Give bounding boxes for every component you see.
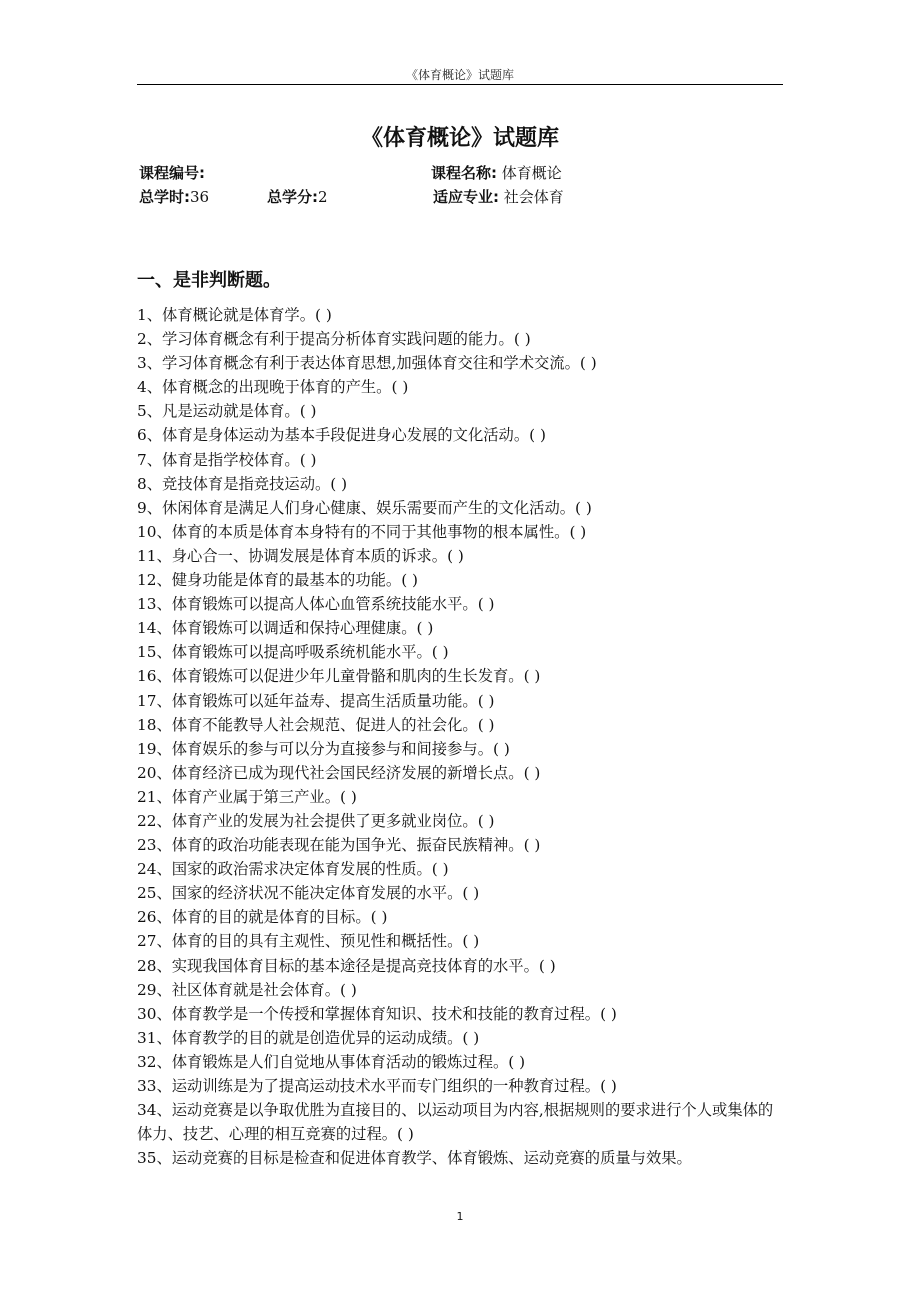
question-item: 11、身心合一、协调发展是体育本质的诉求。( ) <box>137 546 464 565</box>
question-item: 28、实现我国体育目标的基本途径是提高竞技体育的水平。( ) <box>137 956 556 975</box>
question-item: 23、体育的政治功能表现在能为国争光、振奋民族精神。( ) <box>137 836 541 855</box>
question-item: 9、休闲体育是满足人们身心健康、娱乐需要而产生的文化活动。( ) <box>137 498 592 517</box>
question-item: 25、国家的经济状况不能决定体育发展的水平。( ) <box>137 884 480 903</box>
question-item: 18、体育不能教导人社会规范、促进人的社会化。( ) <box>137 715 495 734</box>
header-rule <box>137 84 783 85</box>
question-item: 16、体育锻炼可以促进少年儿童骨骼和肌肉的生长发育。( ) <box>137 667 541 686</box>
question-item: 4、体育概念的出现晚于体育的产生。( ) <box>137 378 409 397</box>
question-item: 6、体育是身体运动为基本手段促进身心发展的文化活动。( ) <box>137 426 546 445</box>
question-item: 17、体育锻炼可以延年益寿、提高生活质量功能。( ) <box>137 691 495 710</box>
course-name-label: 课程名称: <box>431 164 497 182</box>
question-item: 5、凡是运动就是体育。( ) <box>137 402 317 421</box>
question-item: 13、体育锻炼可以提高人体心血管系统技能水平。( ) <box>137 595 495 614</box>
question-item: 3、学习体育概念有利于表达体育思想,加强体育交往和学术交流。( ) <box>137 354 597 373</box>
question-item: 20、体育经济已成为现代社会国民经济发展的新增长点。( ) <box>137 763 541 782</box>
question-item: 32、体育锻炼是人们自觉地从事体育活动的锻炼过程。( ) <box>137 1052 526 1071</box>
total-credits-value: 2 <box>318 188 328 206</box>
question-item: 34、运动竞赛是以争取优胜为直接目的、以运动项目为内容,根据规则的要求进行个人或集体的体力、技艺、心理的相互竞赛的过程。( ) <box>137 1101 774 1144</box>
question-item: 8、竞技体育是指竞技运动。( ) <box>137 474 348 493</box>
question-item: 33、运动训练是为了提高运动技术水平而专门组织的一种教育过程。( ) <box>137 1077 617 1095</box>
question-item: 26、体育的目的就是体育的目标。( ) <box>137 908 388 927</box>
question-item: 29、社区体育就是社会体育。( ) <box>137 980 357 999</box>
question-item: 24、国家的政治需求决定体育发展的性质。( ) <box>137 860 449 879</box>
question-item: 1、体育概论就是体育学。( ) <box>137 306 332 324</box>
question-item: 19、体育娱乐的参与可以分为直接参与和间接参与。( ) <box>137 739 510 758</box>
course-code <box>139 162 205 183</box>
question-item: 10、体育的本质是体育本身特有的不同于其他事物的根本属性。( ) <box>137 522 587 541</box>
question-item: 35、运动竞赛的目标是检查和促进体育教学、体育锻炼、运动竞赛的质量与效果。 <box>137 1149 692 1168</box>
total-hours-value: 36 <box>190 188 210 206</box>
question-item: 22、体育产业的发展为社会提供了更多就业岗位。( ) <box>137 811 495 830</box>
page-number: 1 <box>456 1210 464 1223</box>
question-item: 14、体育锻炼可以调适和保持心理健康。( ) <box>137 619 434 638</box>
course-code-label: 课程编号: <box>139 164 205 182</box>
question-item: 7、体育是指学校体育。( ) <box>137 450 317 469</box>
page-title: 《体育概论》试题库 <box>360 126 559 151</box>
question-item: 21、体育产业属于第三产业。( ) <box>137 787 357 806</box>
question-list <box>137 303 787 1170</box>
question-item: 2、学习体育概念有利于提高分析体育实践问题的能力。( ) <box>137 330 531 349</box>
question-item: 15、体育锻炼可以提高呼吸系统机能水平。( ) <box>137 643 449 662</box>
running-header: 《体育概论》试题库 <box>405 68 514 82</box>
total-credits <box>267 186 328 207</box>
course-name-value: 体育概论 <box>501 164 562 182</box>
total-hours-label: 总学时: <box>139 188 190 206</box>
question-item: 12、健身功能是体育的最基本的功能。( ) <box>137 571 419 590</box>
question-item: 30、体育教学是一个传授和掌握体育知识、技术和技能的教育过程。( ) <box>137 1004 617 1023</box>
target-major-value: 社会体育 <box>503 188 564 206</box>
target-major-label: 适应专业: <box>433 188 499 206</box>
course-name <box>431 162 562 183</box>
question-item: 27、体育的目的具有主观性、预见性和概括性。( ) <box>137 932 480 951</box>
question-item: 31、体育教学的目的就是创造优异的运动成绩。( ) <box>137 1028 480 1047</box>
section-title: 一、是非判断题。 <box>137 270 281 291</box>
target-major <box>433 186 564 207</box>
total-credits-label: 总学分: <box>267 188 318 206</box>
total-hours <box>139 186 209 207</box>
